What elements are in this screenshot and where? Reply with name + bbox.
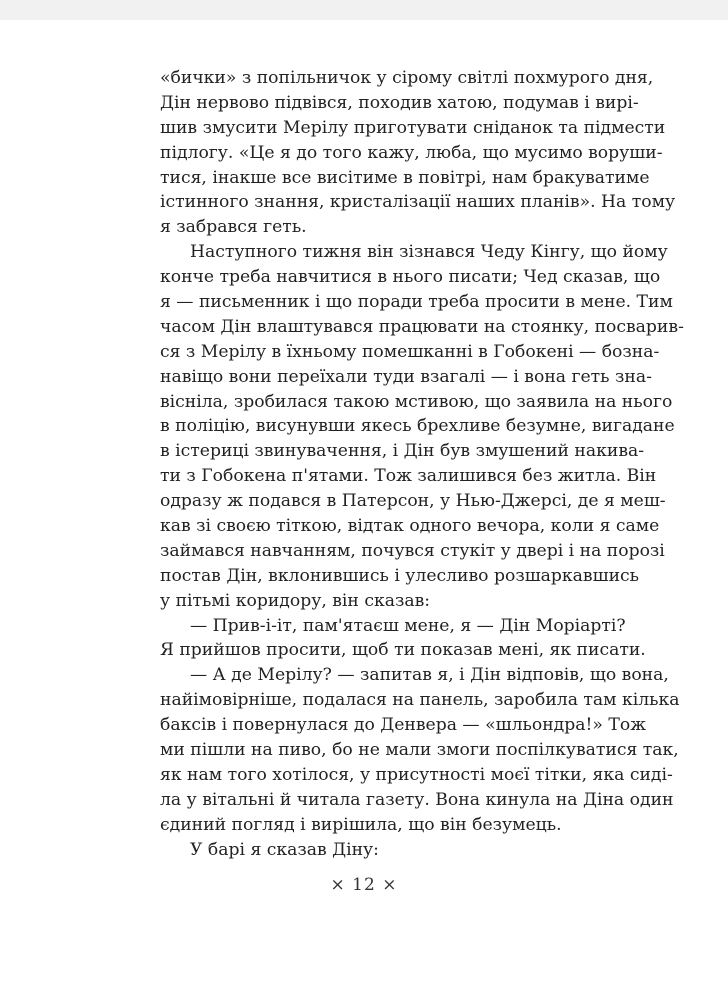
text-line: — А де Мерілу? — запитав я, і Дін відповів, що вона, xyxy=(190,665,669,686)
text-line: тися, інакше все висітиме в повітрі, нам бракуватиме xyxy=(160,167,650,188)
text-line: навіщо вони переїхали туди взагалі — і вона геть зна- xyxy=(160,366,652,387)
text-line: підлогу. «Це я до того кажу, люба, що мусимо воруши- xyxy=(160,142,663,163)
text-line: ти з Гобокена п'ятами. Тож залишився без житла. Він xyxy=(160,466,657,487)
page-number: × 12 × xyxy=(330,875,398,895)
text-line: в істериці звинувачення, і Дін був змушений накива- xyxy=(160,441,645,462)
text-line: я — письменник і що поради треба просити в мене. Тим xyxy=(160,292,673,313)
text-line: найімовірніше, подалася на панель, заробила там кілька xyxy=(160,690,680,711)
body-text xyxy=(160,66,684,863)
text-line: «бички» з попільничок у сірому світлі похмурого дня, xyxy=(160,68,654,88)
text-line: єдиний погляд і вирішила, що він безумець. xyxy=(160,814,562,835)
top-page-band xyxy=(0,0,728,20)
text-line: в поліцію, висунувши якесь брехливе безумне, вигадане xyxy=(160,416,675,437)
text-line: Я прийшов просити, щоб ти показав мені, як писати. xyxy=(160,640,646,661)
text-line: часом Дін влаштувався працювати на стоянку, посварив- xyxy=(160,316,684,337)
text-line: ла у вітальні й читала газету. Вона кинула на Діна один xyxy=(160,789,674,810)
text-line: ся з Мерілу в їхньому помешканні в Гобокені — бозна- xyxy=(160,341,660,362)
text-line: постав Дін, вклонившись і улесливо розшаркавшись xyxy=(160,565,640,586)
text-line: У барі я сказав Діну: xyxy=(190,839,379,860)
text-line: Наступного тижня він зізнався Чеду Кінгу, що йому xyxy=(190,242,668,263)
text-line: шив змусити Мерілу приготувати сніданок та підмести xyxy=(160,117,666,138)
text-line: Дін нервово підвівся, походив хатою, подумав і вирі- xyxy=(160,92,639,113)
text-line: — Прив-і-іт, пам'ятаєш мене, я — Дін Моріарті? xyxy=(190,615,626,636)
text-line: я забрався геть. xyxy=(160,217,307,238)
text-line: баксів і повернулася до Денвера — «шльондра!» Тож xyxy=(160,715,647,736)
text-line: як нам того хотілося, у присутності моєї тітки, яка сиді- xyxy=(160,764,673,785)
text-line: кав зі своєю тіткою, відтак одного вечора, коли я саме xyxy=(160,516,660,537)
text-line: конче треба навчитися в нього писати; Чед сказав, що xyxy=(160,267,661,288)
text-line: істинного знання, кристалізації наших планів». На тому xyxy=(160,192,676,213)
text-line: ми пішли на пиво, бо не мали змоги поспілкуватися так, xyxy=(160,740,679,761)
text-line: у пітьмі коридору, він сказав: xyxy=(160,590,431,611)
text-line: займався навчанням, почувся стукіт у двері і на порозі xyxy=(160,540,665,561)
text-line: вісніла, зробилася такою мстивою, що заявила на нього xyxy=(160,391,673,412)
text-line: одразу ж подався в Патерсон, у Нью-Джерсі, де я меш- xyxy=(160,491,666,512)
